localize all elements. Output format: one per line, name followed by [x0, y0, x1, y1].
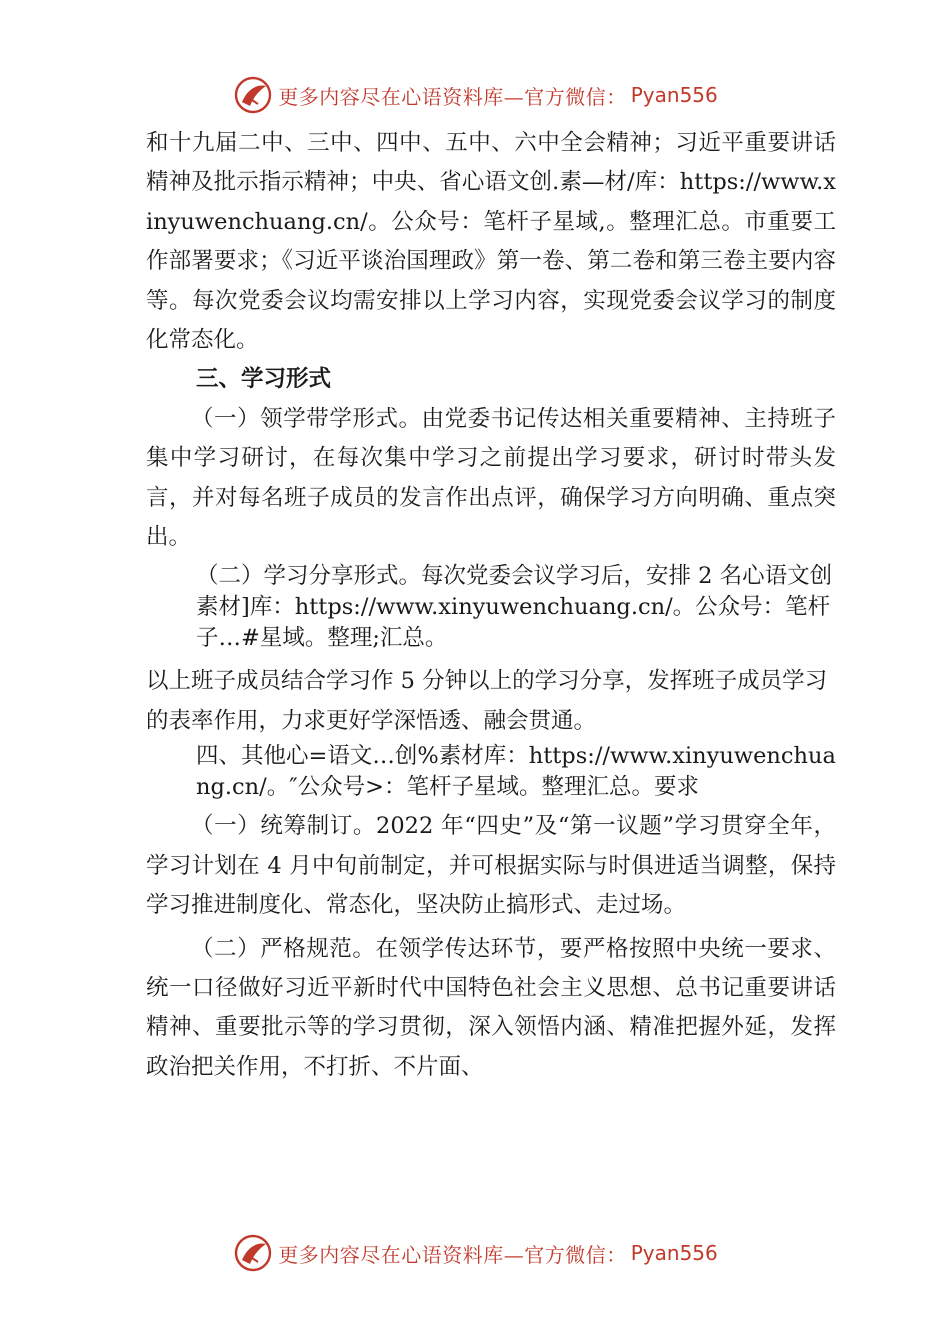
paragraph-share-study: （二）学习分享形式。每次党委会议学习后，安排 2 名心语文创素材]库：https://www.xinyuwenchuang.cn/。公众号：笔杆子…#星域。整理;汇总。 [196, 563, 833, 652]
paragraph-study-content: 和十九届二中、三中、四中、五中、六中全会精神；习近平重要讲话精神及批示指示精神；中央、省心语文创.素—材/库：https://www.xinyuwenchuang.cn/。公众号：笔杆子星域,。整理汇总。市重要工作部署要求；《习近平谈治国理政》第一卷、第二卷和第三卷主要内容等。每次党委会议均需安排以上学习内容，实现党委会议学习的制度化常态化。 [146, 130, 836, 354]
document-body [146, 124, 836, 1087]
banner-text: 更多内容尽在心语资料库—官方微信： [278, 1242, 627, 1267]
paragraph-share-study-continued: 以上班子成员结合学习作 5 分钟以上的学习分享，发挥班子成员学习的表率作用，力求更好学深悟透、融会贯通。 [146, 668, 828, 734]
banner-wechat-id: Pyan556 [630, 83, 718, 107]
section-heading-other-requirements: 四、其他心=语文…创%素材库：https://www.xinyuwenchuang.cn/。″公众号>：笔杆子星域。整理汇总。要求 [196, 743, 836, 801]
banner-wechat-id: Pyan556 [630, 1241, 718, 1265]
brand-logo-icon [232, 1232, 274, 1274]
paragraph-lead-study: （一）领学带学形式。由党委书记传达相关重要精神、主持班子集中学习研讨，在每次集中学习之前提出学习要求，研讨时带头发言，并对每名班子成员的发言作出点评，确保学习方向明确、重点突出。 [146, 405, 836, 551]
paragraph-overall-planning: （一）统筹制订。2022 年“四史”及“第一议题”学习贯穿全年，学习计划在 4 月中旬前制定，并可根据实际与时俱进适当调整，保持学习推进制度化、常态化，坚决防止搞形式、走过场。 [146, 813, 836, 919]
section-heading-study-forms: 三、学习形式 [196, 366, 332, 393]
paragraph-strict-standards: （二）严格规范。在领学传达环节，要严格按照中央统一要求、统一口径做好习近平新时代中国特色社会主义思想、总书记重要讲话精神、重要批示等的学习贯彻，深入领悟内涵、精准把握外延，发挥政治把关作用，不打折、不片面、 [146, 935, 836, 1080]
footer-watermark-banner [0, 1228, 950, 1278]
header-watermark-banner [0, 70, 950, 120]
brand-logo-icon [232, 74, 274, 116]
banner-text: 更多内容尽在心语资料库—官方微信： [278, 84, 627, 109]
